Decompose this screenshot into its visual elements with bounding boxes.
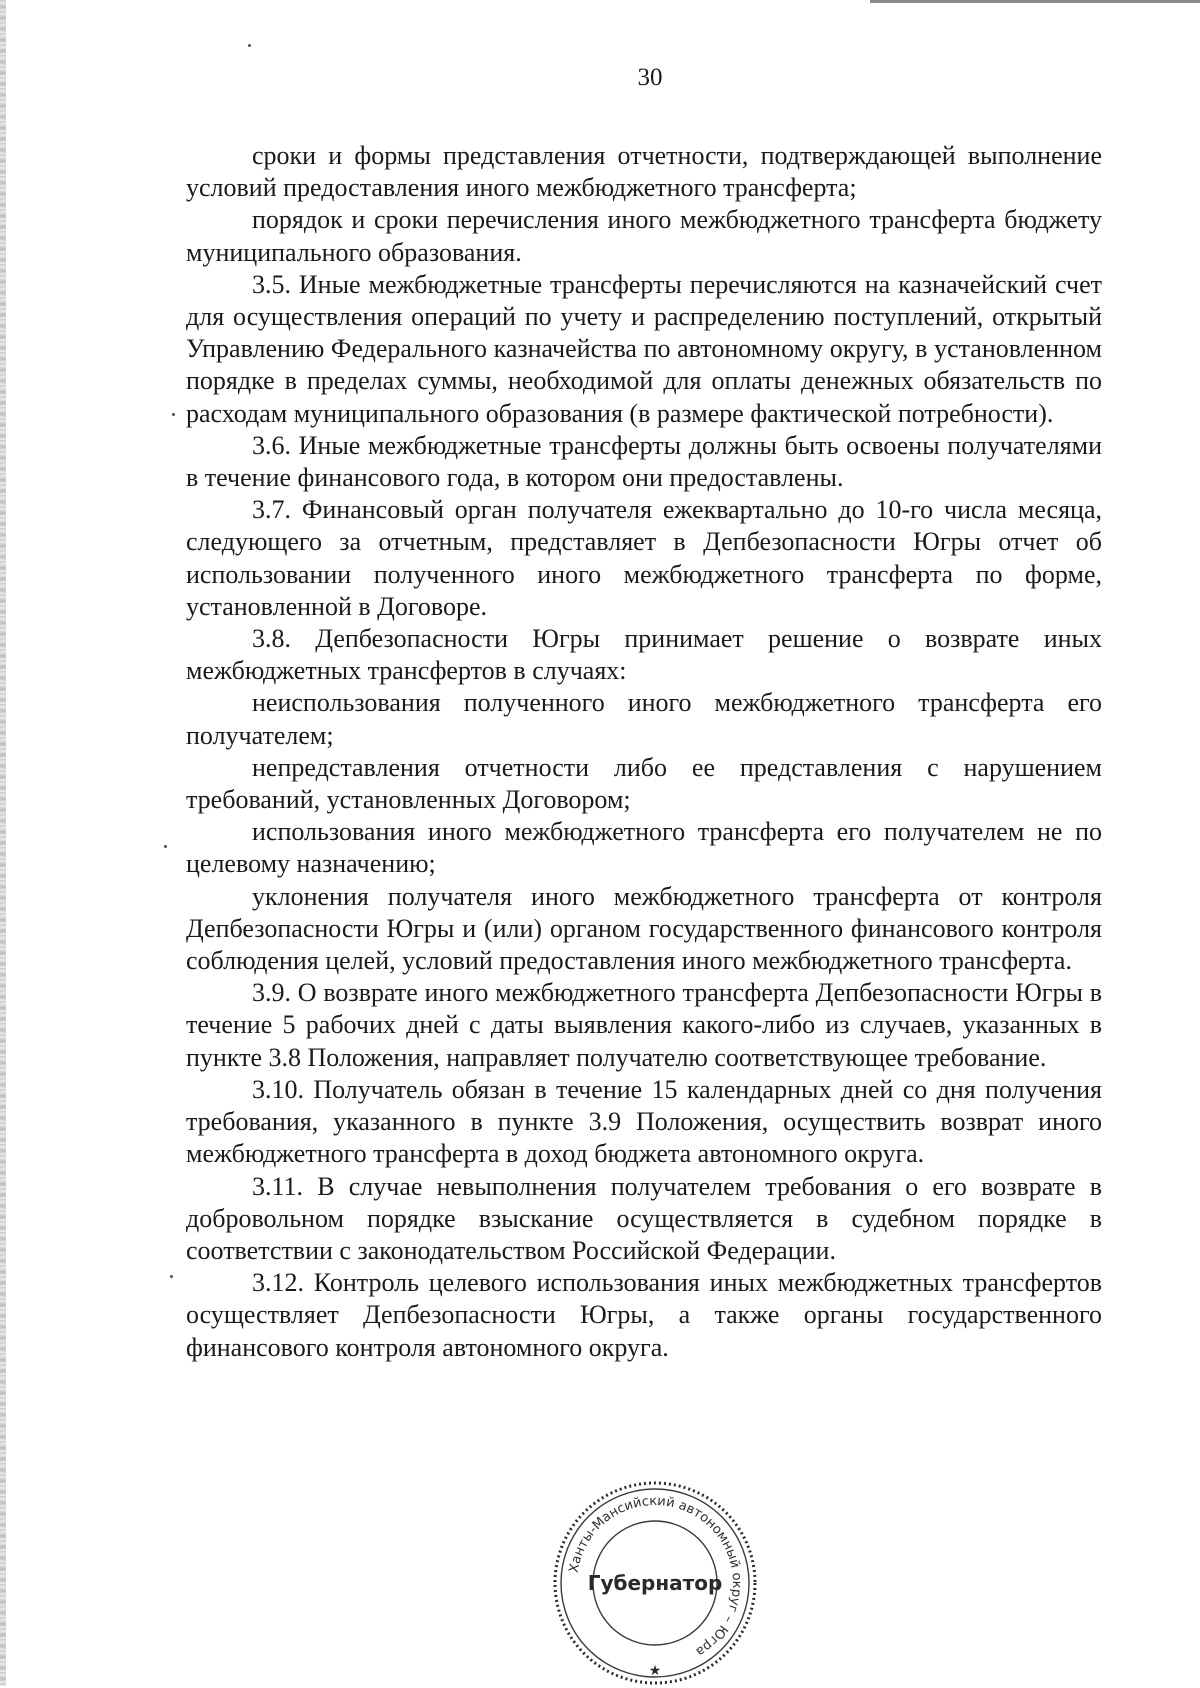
scan-speck: [170, 1275, 173, 1278]
scan-speck: [248, 44, 251, 47]
paragraph-3-12: 3.12. Контроль целевого использования иных межбюджетных трансфертов осуществляет Депбезопасности Югры, а также органы государственного финансового контроля автономного округа.: [186, 1268, 1102, 1362]
paragraph-3-10: 3.10. Получатель обязан в течение 15 календарных дней со дня получения требования, указанного в пункте 3.9 Положения, осуществить возврат иного межбюджетного трансферта в доход бюджета автономного округа.: [186, 1074, 1102, 1169]
page-number: 30: [637, 64, 663, 91]
paragraph-3-5: 3.5. Иные межбюджетные трансферты перечисляются на казначейский счет для осуществления операций по учету и распределению поступлений, открытый Управлению Федерального казначейства по автономному округу, в установленном порядке в пределах суммы, необходимой для оплаты денежных обязательств по расходам муниципального образования (в размере фактической потребности).: [186, 269, 1102, 428]
paragraph-3-9: 3.9. О возврате иного межбюджетного трансферта Депбезопасности Югры в течение 5 рабочих дней с даты выявления какого-либо из случаев, указанных в пункте 3.8 Положения, направляет получателю соответствующее требование.: [186, 978, 1102, 1072]
paragraph-3-6: 3.6. Иные межбюджетные трансферты должны быть освоены получателями в течение финансового года, в котором они предоставлены.: [186, 430, 1102, 493]
scan-edge: [0, 0, 6, 1686]
paragraph-3-8: 3.8. Депбезопасности Югры принимает решение о возврате иных межбюджетных трансфертов в случаях:: [186, 624, 1102, 686]
paragraph-transfer-order: порядок и сроки перечисления иного межбюджетного трансферта бюджету муниципального образования.: [186, 205, 1102, 267]
top-rule: [870, 0, 1200, 3]
paragraph-case-misuse: использования иного межбюджетного трансферта его получателем не по целевому назначению;: [186, 817, 1102, 879]
document-body: [186, 140, 1102, 1364]
paragraph-case-nonuse: неиспользования полученного иного межбюджетного трансферта его получателем;: [186, 688, 1102, 750]
paragraph-reporting-forms: сроки и формы представления отчетности, подтверждающей выполнение условий предоставления иного межбюджетного трансферта;: [186, 141, 1102, 203]
scan-speck: [172, 413, 175, 416]
paragraph-case-evasion: уклонения получателя иного межбюджетного трансферта от контроля Депбезопасности Югры и (или) органом государственного финансового контроля соблюдения целей, условий предоставления иного межбюджетного трансферта.: [186, 881, 1102, 976]
official-seal: [550, 1478, 760, 1688]
paragraph-3-11: 3.11. В случае невыполнения получателем требования о его возврате в добровольном порядке взыскание осуществляется в судебном порядке в соответствии с законодательством Российской Федерации.: [186, 1171, 1102, 1265]
paragraph-3-7: 3.7. Финансовый орган получателя ежеквартально до 10-го числа месяца, следующего за отчетным, представляет в Депбезопасности Югры отчет об использовании полученного иного межбюджетного трансферта по форме, установленной в Договоре.: [186, 495, 1102, 621]
paragraph-case-no-report: непредставления отчетности либо ее представления с нарушением требований, установленных Договором;: [186, 752, 1102, 815]
scan-speck: [164, 845, 167, 848]
seal-star-icon: ★: [648, 1664, 662, 1679]
seal-ring-text: Ханты-Мансийский автономный округ – Югра: [566, 1493, 745, 1660]
seal-center-text: Губернатор: [587, 1571, 723, 1595]
